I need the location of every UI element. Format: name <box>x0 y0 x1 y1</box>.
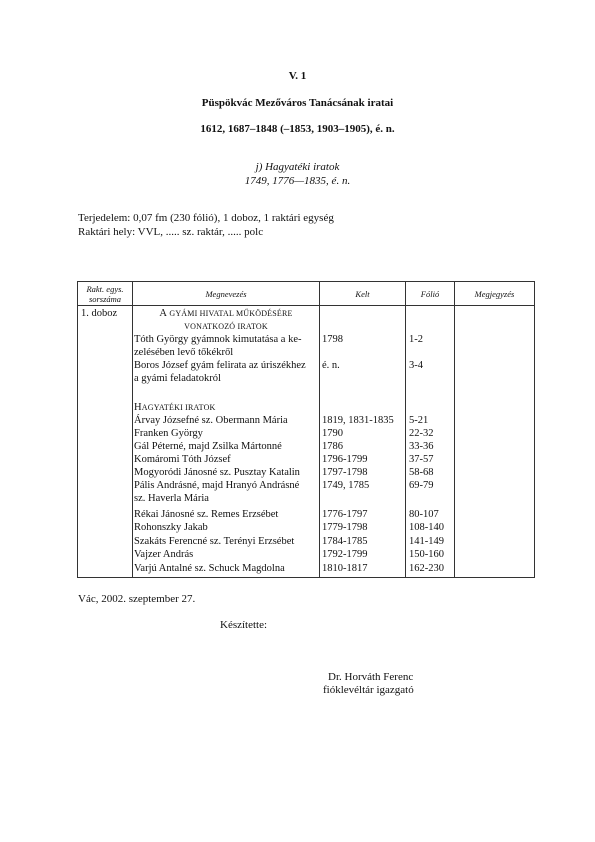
fonds-title: Püspökvác Mezőváros Tanácsának iratai <box>201 97 394 109</box>
column-divider <box>405 281 406 578</box>
row-date: 1819, 1831-1835 <box>322 415 394 426</box>
row-name: Mogyoródi Jánosné sz. Pusztay Katalin <box>134 467 300 478</box>
column-divider <box>132 281 133 578</box>
header-folio: Fólió <box>420 289 440 299</box>
prepared-by-label: Készítette: <box>220 619 268 631</box>
row-folio: 162-230 <box>409 563 444 574</box>
row-folio: 69-79 <box>409 480 434 491</box>
subseries-years: 1749, 1776—1835, é. n. <box>244 175 351 187</box>
signer-title: fióklevéltár igazgató <box>323 684 414 696</box>
record-number: V. 1 <box>288 70 307 82</box>
row-name: Vajzer András <box>134 549 194 560</box>
location-text: Raktári hely: VVL, ..... sz. raktár, ..... polc <box>78 226 264 238</box>
header-notes: Megjegyzés <box>474 289 515 299</box>
row-date: 1792-1799 <box>322 549 368 560</box>
unit-number: 1. doboz <box>81 308 118 319</box>
extent-text: Terjedelem: 0,07 fm (230 fólió), 1 doboz, 1 raktári egység <box>78 212 334 224</box>
row-folio: 80-107 <box>409 509 439 520</box>
row-date: 1796-1799 <box>322 454 368 465</box>
table-header-divider <box>77 305 534 306</box>
row-folio: 5-21 <box>409 415 429 426</box>
header-unit-number: Rakt. egys. sorszáma <box>86 284 124 304</box>
column-divider <box>77 281 78 578</box>
subseries-title: j) Hagyatéki iratok <box>255 161 340 173</box>
header-name: Megnevezés <box>205 289 247 299</box>
row-name: Árvay Józsefné sz. Obermann Mária <box>134 415 288 426</box>
row-date: 1798 <box>322 334 343 345</box>
row-name: a gyámi feladatokról <box>134 373 221 384</box>
row-name: Komáromi Tóth József <box>134 454 231 465</box>
column-divider <box>319 281 320 578</box>
row-date: 1790 <box>322 428 343 439</box>
section-heading: HAGYATÉKI IRATOK <box>134 402 216 413</box>
row-date: 1776-1797 <box>322 509 368 520</box>
section-heading: A GYÁMI HIVATAL MŰKÖDÉSÉRE <box>159 308 293 319</box>
row-folio: 22-32 <box>409 428 434 439</box>
row-date: é. n. <box>322 360 340 371</box>
table-bottom-border <box>77 577 534 578</box>
row-name: Boros József gyám felirata az úriszékhez <box>134 360 306 371</box>
row-name: Tóth György gyámnok kimutatása a ke- <box>134 334 302 345</box>
signer-name: Dr. Horváth Ferenc <box>328 671 414 683</box>
row-folio: 108-140 <box>409 522 444 533</box>
section-heading: VONATKOZÓ IRATOK <box>184 322 268 331</box>
row-name: Szakáts Ferencné sz. Terényi Erzsébet <box>134 536 295 547</box>
row-name: Rohonszky Jakab <box>134 522 208 533</box>
row-folio: 37-57 <box>409 454 434 465</box>
row-name: Franken György <box>134 428 203 439</box>
row-folio: 141-149 <box>409 536 444 547</box>
row-folio: 3-4 <box>409 360 423 371</box>
row-name: Pális Andrásné, majd Hranyó Andrásné <box>134 480 300 491</box>
column-divider <box>454 281 455 578</box>
fonds-years: 1612, 1687–1848 (–1853, 1903–1905), é. n. <box>200 123 395 135</box>
column-divider <box>534 281 535 578</box>
table-top-border <box>77 281 534 282</box>
row-date: 1810-1817 <box>322 563 368 574</box>
row-folio: 33-36 <box>409 441 434 452</box>
row-date: 1784-1785 <box>322 536 368 547</box>
row-folio: 150-160 <box>409 549 444 560</box>
row-name: Varjú Antalné sz. Schuck Magdolna <box>134 563 285 574</box>
row-name: Gál Péterné, majd Zsilka Mártonné <box>134 441 282 452</box>
row-name: Rékai Jánosné sz. Remes Erzsébet <box>134 509 279 520</box>
row-date: 1779-1798 <box>322 522 368 533</box>
row-name: zelésében levő tőkékről <box>134 347 234 358</box>
place-date: Vác, 2002. szeptember 27. <box>78 593 196 605</box>
row-date: 1786 <box>322 441 343 452</box>
row-date: 1749, 1785 <box>322 480 370 491</box>
row-folio: 58-68 <box>409 467 434 478</box>
header-date: Kelt <box>355 289 370 299</box>
row-folio: 1-2 <box>409 334 423 345</box>
row-date: 1797-1798 <box>322 467 368 478</box>
row-name: sz. Haverla Mária <box>134 493 209 504</box>
